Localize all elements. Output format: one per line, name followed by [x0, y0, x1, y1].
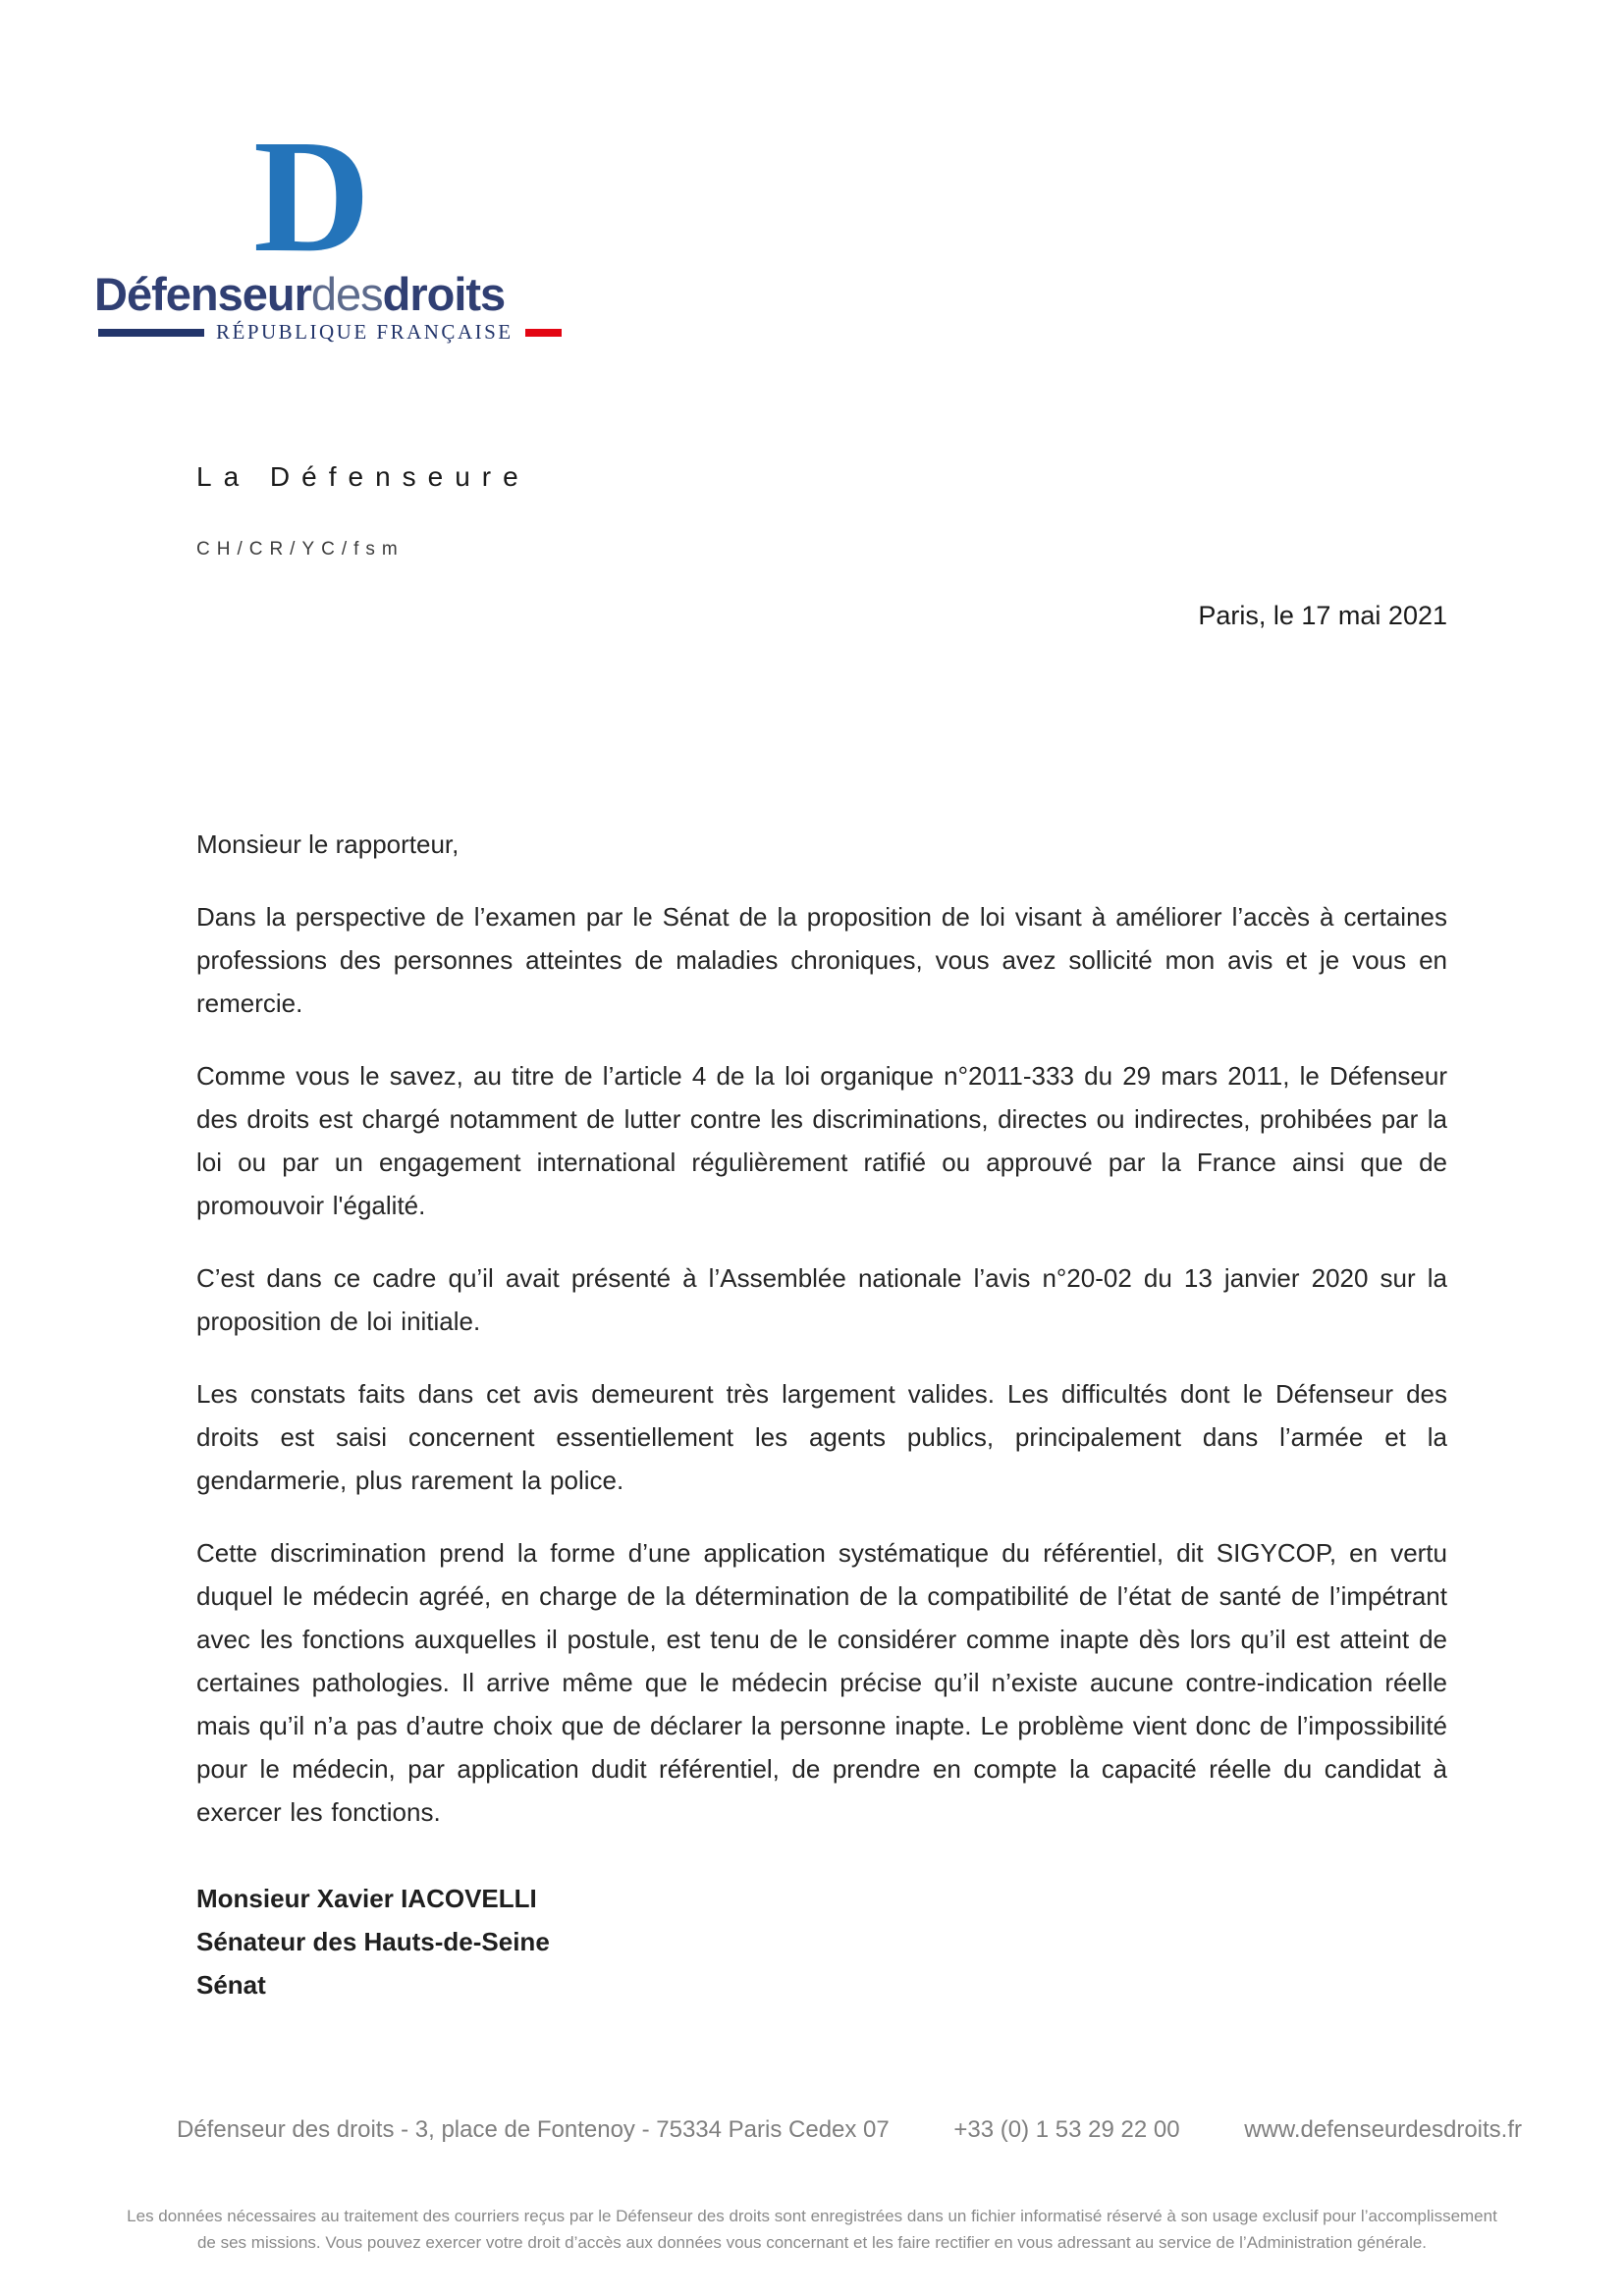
letter-body — [196, 823, 1447, 2006]
republique-francaise-banner — [98, 320, 562, 345]
wordmark-des: des — [310, 268, 383, 320]
logo-d-icon: D — [253, 106, 371, 286]
footer-phone: +33 (0) 1 53 29 22 00 — [953, 2116, 1180, 2143]
paragraph-4: Les constats faits dans cet avis demeurent très largement valides. Les difficultés dont le Défenseur des droits est saisi concernent essentiellement les agents publics, principalement dans l’armée et la gendarmerie, plus rarement la police. — [196, 1379, 1447, 1495]
dateline: Paris, le 17 mai 2021 — [1198, 601, 1447, 630]
republique-francaise-label: RÉPUBLIQUE FRANÇAISE — [216, 320, 514, 344]
paragraph-5: Cette discrimination prend la forme d’une application systématique du référentiel, dit SIGYCOP, en vertu duquel le médecin agréé, en charge de la détermination de la compatibilité de l’état de santé de l’impétrant avec les fonctions auxquelles il postule, est tenu de le considérer comme inapte dès lors qu’il est atteint de certaines pathologies. Il arrive même que le médecin précise qu’il n’existe aucune contre-indication réelle mais qu’il n’a pas d’autre choix que de déclarer la personne inapte. Le problème vient donc de l’impossibilité pour le médecin, par application dudit référentiel, de prendre en compte la capacité réelle du candidat à exercer les fonctions. — [196, 1538, 1447, 1827]
wordmark-droits: droits — [382, 268, 506, 320]
blue-line — [98, 329, 204, 337]
logo-wordmark — [94, 267, 505, 321]
footer-contact-line — [177, 2116, 1522, 2144]
recipient-institution: Sénat — [196, 1970, 266, 2000]
wordmark-defenseur: Défenseur — [94, 268, 311, 320]
footer-website: www.defenseurdesdroits.fr — [1244, 2116, 1522, 2143]
salutation: Monsieur le rapporteur, — [196, 829, 460, 859]
sender-title: La Défenseure — [196, 461, 530, 492]
recipient-title: Sénateur des Hauts-de-Seine — [196, 1927, 550, 1956]
footer-address: Défenseur des droits - 3, place de Fontenoy - 75334 Paris Cedex 07 — [177, 2116, 890, 2143]
recipient-name: Monsieur Xavier IACOVELLI — [196, 1884, 537, 1913]
legal-notice — [105, 2203, 1519, 2256]
recipient-block — [196, 1877, 1447, 2006]
paragraph-1: Dans la perspective de l’examen par le Sénat de la proposition de loi visant à améliorer l’accès à certaines professions des personnes atteintes de maladies chroniques, vous avez sollicité mon avis et je vous en remercie. — [196, 902, 1447, 1018]
reference-code: CH/CR/YC/fsm — [196, 539, 405, 560]
paragraph-3: C’est dans ce cadre qu’il avait présenté à l’Assemblée nationale l’avis n°20-02 du 13 janvier 2020 sur la proposition de loi initiale. — [196, 1263, 1447, 1336]
legal-line-1: Les données nécessaires au traitement des courriers reçus par le Défenseur des droits sont enregistrées dans un fichier informatisé réservé à son usage exclusif pour l’accomplissement — [127, 2207, 1497, 2225]
legal-line-2: de ses missions. Vous pouvez exercer votre droit d’accès aux données vous concernant et les faire rectifier en vous adressant au service de l’Administration générale. — [196, 2233, 1428, 2252]
paragraph-2: Comme vous le savez, au titre de l’article 4 de la loi organique n°2011-333 du 29 mars 2011, le Défenseur des droits est chargé notamment de lutter contre les discriminations, directes ou indirectes, prohibées par la loi ou par un engagement international régulièrement ratifié ou approuvé par la France ainsi que de promouvoir l'égalité. — [196, 1061, 1447, 1220]
red-line — [525, 329, 562, 337]
